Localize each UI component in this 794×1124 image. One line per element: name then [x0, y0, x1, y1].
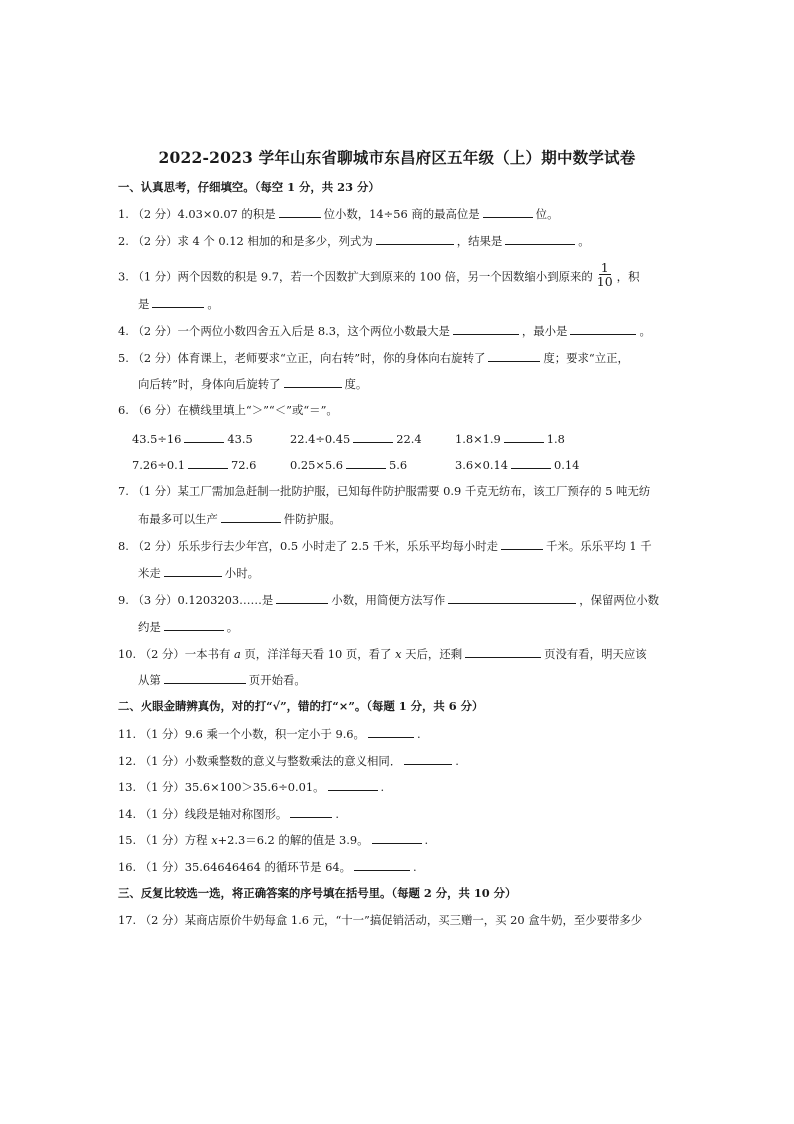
question-text: （1 分）35.64646464 的循环节是 64。: [139, 860, 351, 874]
question-text: （2 分）乐乐步行去少年宫，0.5 小时走了 2.5 千米，乐乐平均每小时走: [132, 539, 499, 553]
question-number: 6.: [118, 403, 129, 417]
question-text: （1 分）方程: [139, 833, 208, 847]
answer-blank[interactable]: [488, 350, 540, 362]
expression-right: 72.6: [231, 458, 257, 472]
question-text: 布最多可以生产: [138, 512, 218, 526]
question-10-cont: [138, 672, 306, 687]
answer-blank[interactable]: [164, 672, 246, 684]
answer-blank[interactable]: [453, 323, 519, 335]
question-number: 10.: [118, 647, 137, 661]
question-number: 9.: [118, 593, 129, 607]
question-8-cont: [138, 565, 259, 580]
question-7-cont: [138, 511, 341, 526]
section-heading-2: 二、火眼金睛辨真伪，对的打“√”，错的打“×”。（每题 1 分，共 6 分）: [118, 699, 484, 713]
question-number: 5.: [118, 351, 129, 365]
question-number: 11.: [118, 727, 137, 741]
answer-blank[interactable]: [376, 233, 454, 245]
comparison-item: [455, 431, 565, 446]
question-5: [118, 350, 629, 365]
question-text: 页，洋洋每天看 10 页，看了: [244, 647, 392, 661]
expression-left: 22.4÷0.45: [290, 432, 351, 446]
question-number: 14.: [118, 807, 137, 821]
question-16: [118, 859, 417, 874]
answer-blank[interactable]: [372, 832, 422, 844]
question-text: 位。: [535, 207, 559, 221]
answer-blank[interactable]: [164, 619, 224, 631]
question-4: [118, 323, 651, 338]
comparison-item: [290, 457, 407, 472]
answer-blank[interactable]: [152, 296, 204, 308]
question-number: 8.: [118, 539, 129, 553]
comparison-item: [455, 457, 579, 472]
question-text: （1 分）9.6 乘一个小数，积一定小于 9.6。: [139, 727, 365, 741]
question-11: [118, 726, 421, 741]
question-text: （1 分）线段是轴对称图形。: [139, 807, 288, 821]
question-8: [118, 538, 652, 553]
question-6: [118, 403, 338, 417]
question-text: 向后转”时，身体向后旋转了: [138, 377, 281, 391]
question-text: （1 分）某工厂需加急赶制一批防护服，已知每件防护服需要 0.9 千克无纺布，该工厂预存的 5 吨无纺: [132, 484, 651, 498]
expression-left: 43.5÷16: [132, 432, 182, 446]
question-text: 千米。乐乐平均 1 千: [546, 539, 652, 553]
question-text: 。: [226, 620, 239, 634]
question-2: [118, 233, 590, 248]
variable-x: x: [211, 833, 218, 847]
expression-left: 1.8×1.9: [455, 432, 501, 446]
answer-blank[interactable]: [184, 431, 224, 443]
answer-blank[interactable]: [448, 592, 576, 604]
question-text: 小时。: [224, 566, 259, 580]
question-number: 3.: [118, 269, 129, 284]
question-text: 页开始看。: [248, 673, 306, 687]
question-9: [118, 592, 659, 607]
question-14: [118, 806, 339, 821]
answer-blank[interactable]: [404, 753, 452, 765]
question-text: ，积: [616, 269, 640, 284]
section-heading-3: 三、反复比较选一选，将正确答案的序号填在括号里。（每题 2 分，共 10 分）: [118, 886, 517, 900]
answer-blank[interactable]: [368, 726, 414, 738]
question-text: +2.3＝6.2 的解的值是 3.9。: [217, 833, 369, 847]
question-text: （1 分）两个因数的积是 9.7，若一个因数扩大到原来的 100 倍，另一个因数缩小到原来的: [132, 269, 593, 284]
punctuation: .: [424, 833, 429, 847]
expression-right: 5.6: [389, 458, 408, 472]
question-15: [118, 832, 428, 847]
answer-blank[interactable]: [511, 457, 551, 469]
question-17: [118, 913, 642, 927]
question-number: 16.: [118, 860, 137, 874]
fraction-denominator: 10: [596, 274, 613, 289]
question-text: ，保留两位小数: [579, 593, 659, 607]
answer-blank[interactable]: [276, 592, 328, 604]
comparison-item: [290, 431, 422, 446]
answer-blank[interactable]: [221, 511, 281, 523]
question-text: （6 分）在横线里填上“＞”“＜”或“＝”。: [132, 403, 338, 417]
question-text: ，最小是: [521, 324, 568, 338]
question-text: 件防护服。: [283, 512, 341, 526]
comparison-item: [132, 457, 256, 472]
question-text: 。: [207, 297, 219, 311]
expression-right: 0.14: [554, 458, 580, 472]
question-text: （2 分）求 4 个 0.12 相加的和是多少，列式为: [132, 234, 373, 248]
question-number: 1.: [118, 207, 129, 221]
variable-a: a: [233, 647, 241, 661]
fraction: [595, 261, 615, 288]
expression-right: 22.4: [396, 432, 422, 446]
question-3: [118, 260, 640, 291]
question-text: 度；要求“立正，: [543, 351, 629, 365]
question-text: （2 分）一本书有: [139, 647, 231, 661]
question-10: [118, 646, 647, 661]
question-text: （3 分）0.1203203……是: [132, 593, 274, 607]
expression-right: 43.5: [227, 432, 253, 446]
question-number: 2.: [118, 234, 129, 248]
answer-blank[interactable]: [279, 206, 321, 218]
expression-left: 3.6×0.14: [455, 458, 509, 472]
question-number: 17.: [118, 913, 137, 927]
question-number: 13.: [118, 780, 137, 794]
question-9-cont: [138, 619, 238, 634]
question-13: [118, 779, 384, 794]
punctuation: .: [412, 860, 417, 874]
question-text: 度。: [344, 377, 368, 391]
section-heading-1: 一、认真思考，仔细填空。（每空 1 分，共 23 分）: [118, 180, 380, 194]
answer-blank[interactable]: [501, 538, 543, 550]
variable-x: x: [395, 647, 402, 661]
answer-blank[interactable]: [504, 431, 544, 443]
question-text: （2 分）一个两位小数四舍五入后是 8.3，这个两位小数最大是: [132, 324, 450, 338]
question-text: 天后，还剩: [405, 647, 463, 661]
answer-blank[interactable]: [465, 646, 541, 658]
question-text: （2 分）4.03×0.07 的积是: [132, 207, 276, 221]
question-3-cont: [138, 296, 219, 311]
answer-blank[interactable]: [505, 233, 575, 245]
answer-blank[interactable]: [164, 565, 222, 577]
answer-blank[interactable]: [570, 323, 636, 335]
answer-blank[interactable]: [483, 206, 533, 218]
fraction-numerator: 1: [600, 260, 609, 275]
answer-blank[interactable]: [353, 431, 393, 443]
question-text: 。: [578, 234, 590, 248]
punctuation: .: [416, 727, 421, 741]
question-12: [118, 753, 459, 768]
punctuation: .: [335, 807, 339, 821]
question-text: （2 分）体育课上，老师要求“立正，向右转”时，你的身体向右旋转了: [132, 351, 486, 365]
question-text: 从第: [138, 673, 161, 687]
question-text: 是: [138, 297, 150, 311]
question-text: （2 分）某商店原价牛奶每盒 1.6 元，“十一”搞促销活动，买三赠一，买 20 盒牛奶，至少要带多少: [139, 913, 643, 927]
question-text: 约是: [138, 620, 161, 634]
question-text: 位小数，14÷56 商的最高位是: [323, 207, 480, 221]
comparison-item: [132, 431, 253, 446]
answer-blank[interactable]: [328, 779, 378, 791]
question-number: 15.: [118, 833, 137, 847]
answer-blank[interactable]: [284, 376, 342, 388]
question-number: 4.: [118, 324, 129, 338]
punctuation: .: [455, 754, 459, 768]
question-text: （1 分）35.6×100＞35.6÷0.01。: [139, 780, 325, 794]
punctuation: .: [380, 780, 385, 794]
question-number: 12.: [118, 754, 137, 768]
question-text: 小数，用简便方法写作: [331, 593, 446, 607]
question-text: ，结果是: [456, 234, 503, 248]
question-text: 米走: [138, 566, 161, 580]
expression-left: 7.26÷0.1: [132, 458, 186, 472]
answer-blank[interactable]: [188, 457, 228, 469]
question-5-cont: [138, 376, 367, 391]
expression-left: 0.25×5.6: [290, 458, 344, 472]
expression-right: 1.8: [546, 432, 565, 446]
question-text: 页没有看，明天应该: [544, 647, 647, 661]
question-1: [118, 206, 558, 221]
question-text: （1 分）小数乘整数的意义与整数乘法的意义相同．: [139, 754, 402, 768]
question-7: [118, 484, 650, 498]
page-title: 2022-2023 学年山东省聊城市东昌府区五年级（上）期中数学试卷: [158, 148, 636, 167]
answer-blank[interactable]: [290, 806, 332, 818]
question-text: 。: [639, 324, 651, 338]
answer-blank[interactable]: [346, 457, 386, 469]
question-number: 7.: [118, 484, 129, 498]
answer-blank[interactable]: [354, 859, 410, 871]
